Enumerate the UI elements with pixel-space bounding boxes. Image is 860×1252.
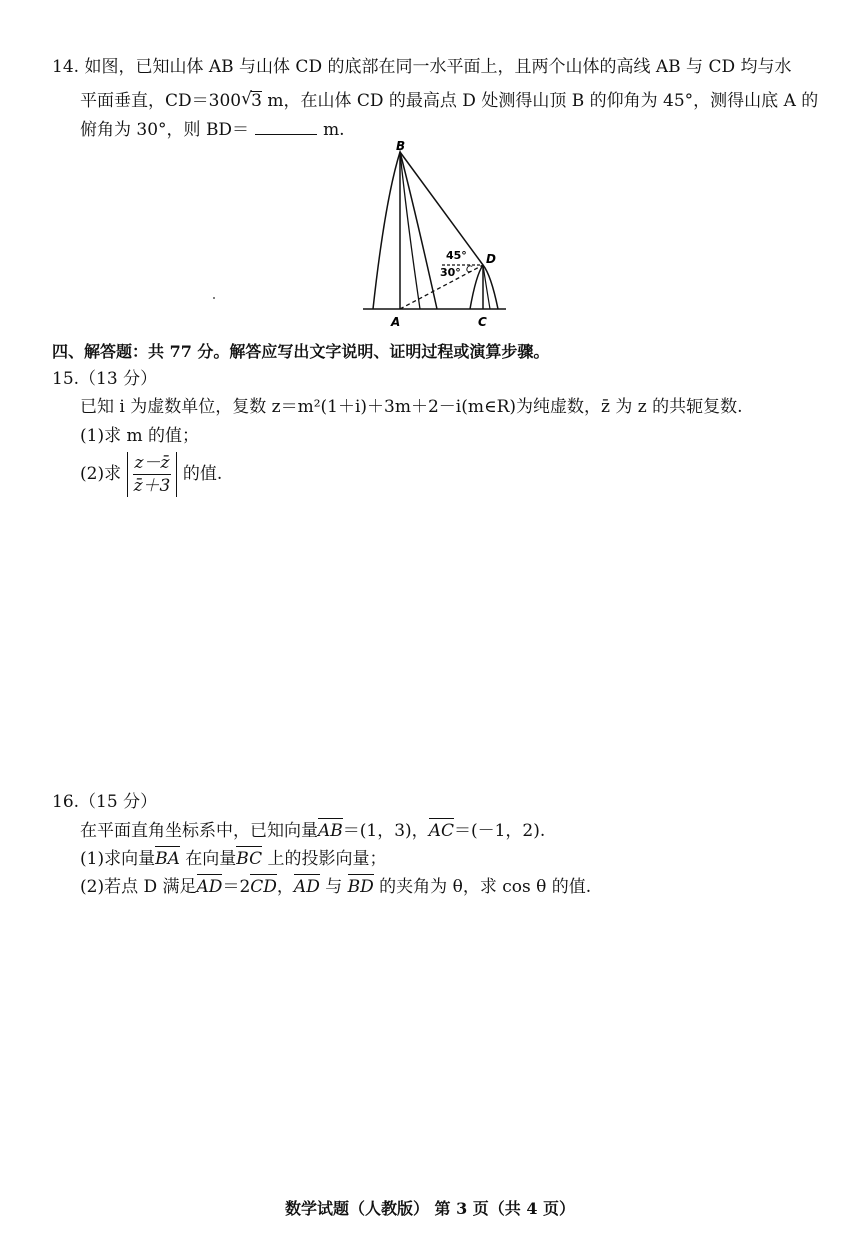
label-c-small: C (466, 265, 473, 275)
vector-ad-2: AD (293, 877, 320, 897)
fraction-numerator: z－z̄ (134, 453, 170, 473)
q14-text-line2a: 平面垂直，CD＝300 (80, 91, 242, 111)
q16-stem-a: 在平面直角坐标系中，已知向量 (80, 821, 318, 841)
q16-header: 16.（15 分） (52, 792, 158, 812)
q16-part1 (80, 848, 387, 870)
vector-ad: AD (196, 877, 223, 897)
q15-header: 15.（13 分） (52, 369, 158, 389)
vector-ac: AC (428, 821, 454, 841)
q16-p2-a: (2)若点 D 满足 (80, 877, 197, 897)
angle-30-label: 30° (440, 266, 461, 279)
label-b: B (396, 139, 406, 153)
vector-bc: BC (236, 849, 263, 869)
label-d: D (486, 252, 496, 266)
q16-p2-c: ， (276, 877, 294, 897)
angle-45-label: 45° (446, 249, 467, 262)
q15-part1: (1)求 m 的值； (80, 426, 200, 446)
q16-part2 (80, 876, 591, 898)
q14-text-line2b: m，在山体 CD 的最高点 D 处测得山顶 B 的仰角为 45°，测得山底 A 的 (261, 91, 819, 111)
q16-stem-b: ＝(1，3)， (342, 821, 429, 841)
scan-dot (213, 297, 215, 299)
q15-part2 (80, 452, 222, 497)
page-footer: 数学试题（人教版） 第 3 页（共 4 页） (284, 1199, 576, 1218)
section-heading: 四、解答题：共 77 分。解答应写出文字说明、证明过程或演算步骤。 (52, 342, 550, 361)
sqrt-radicand: 3 (251, 91, 262, 111)
q14-text-line3a: 俯角为 30°，则 BD＝ (80, 120, 250, 140)
q16-p1-c: 上的投影向量； (262, 849, 387, 869)
vector-bd: BD (347, 877, 374, 897)
q14-number: 14. (52, 57, 80, 77)
q15-part2-suffix: 的值. (182, 464, 223, 484)
q16-p2-b: ＝2 (222, 877, 251, 897)
q14-text-line3b: m. (323, 120, 345, 140)
q14-text-line1: 如图，已知山体 AB 与山体 CD 的底部在同一水平面上，且两个山体的高线 AB 与 CD 均与水 (84, 57, 792, 77)
q15-part2-prefix: (2)求 (80, 464, 122, 484)
q15-stem: 已知 i 为虚数单位，复数 z＝m²(1＋i)＋3m＋2－i(m∈R)为纯虚数，z̄ 为 z 的共轭复数. (80, 397, 743, 417)
q16-stem (80, 820, 545, 842)
label-c: C (478, 315, 487, 329)
q16-stem-c: ＝(－1，2). (453, 821, 546, 841)
q16-p2-d: 与 (319, 877, 348, 897)
label-a: A (391, 315, 401, 329)
fraction-denominator: z̄＋3 (133, 476, 171, 496)
mountain-ab-outline (373, 152, 437, 309)
line-bd (400, 152, 483, 265)
vector-ba: BA (155, 849, 180, 869)
abs-fraction (127, 452, 178, 497)
q16-p1-a: (1)求向量 (80, 849, 156, 869)
q16-p2-e: 的夹角为 θ，求 cos θ 的值. (373, 877, 592, 897)
vector-ab: AB (318, 821, 343, 841)
q16-p1-b: 在向量 (179, 849, 237, 869)
vector-cd: CD (250, 877, 277, 897)
